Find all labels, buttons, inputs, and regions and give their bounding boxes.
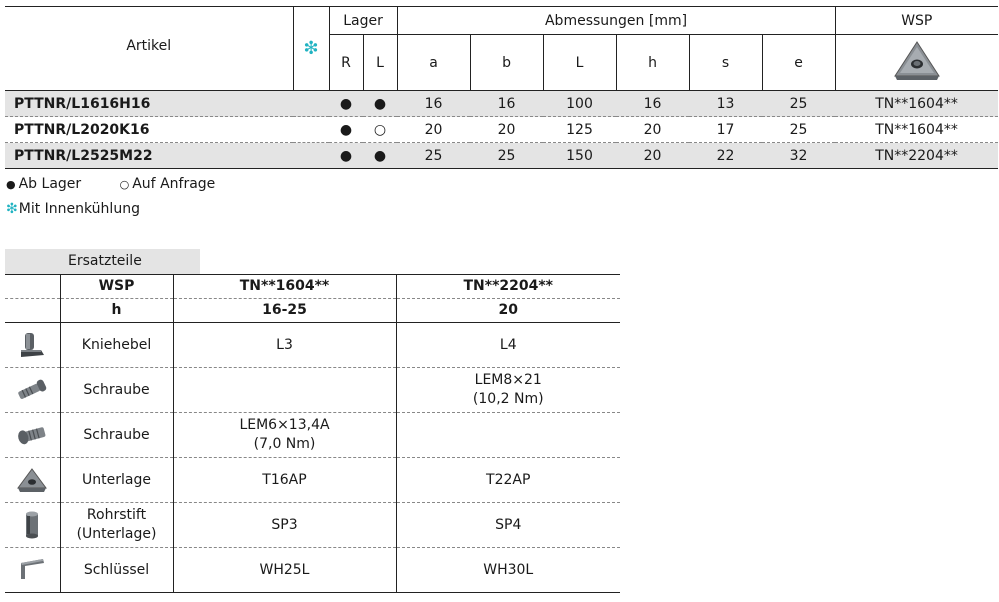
filled-dot-icon: ● — [6, 178, 16, 191]
header-dim-L: L — [543, 35, 616, 91]
wsp-code: TN**1604** — [835, 117, 998, 143]
stock-r: ● — [329, 91, 363, 117]
stock-l: ○ — [363, 117, 397, 143]
part-code: L4 — [499, 336, 517, 353]
header-lager-l: L — [363, 35, 397, 91]
article-code: PTTNR/L1616H16 — [5, 91, 293, 117]
article-code: PTTNR/L2020K16 — [5, 117, 293, 143]
part-icon-cell — [5, 503, 60, 548]
header-cooling — [293, 7, 329, 91]
cooling-cell — [293, 143, 329, 169]
header-wsp: WSP — [835, 7, 998, 35]
spare-parts-table — [5, 274, 620, 593]
part-icon-cell — [5, 458, 60, 503]
part-value-2204 — [396, 368, 620, 413]
table-row — [5, 143, 998, 169]
table-row — [5, 117, 998, 143]
legend-cooling-label: Mit Innenkühlung — [18, 201, 140, 217]
header-lager: Lager — [329, 7, 397, 35]
dim-s: 17 — [689, 117, 762, 143]
header-lager-r: R — [329, 35, 363, 91]
part-code: SP4 — [495, 516, 522, 533]
dim-s: 22 — [689, 143, 762, 169]
legend-auf-anfrage-label: Auf Anfrage — [132, 176, 216, 192]
part-value-2204 — [396, 413, 620, 458]
screw-icon — [14, 420, 50, 450]
spare-parts-title: Ersatzteile — [5, 249, 200, 274]
part-icon-cell — [5, 413, 60, 458]
part-value-1604 — [173, 413, 396, 458]
legend-ab-lager-label: Ab Lager — [18, 176, 82, 192]
part-name: Schraube — [60, 413, 173, 458]
part-value-1604 — [173, 368, 396, 413]
screw-icon — [14, 375, 50, 405]
table-row — [5, 413, 620, 458]
dim-s: 13 — [689, 91, 762, 117]
dim-e: 25 — [762, 91, 835, 117]
header-dim-e: e — [762, 35, 835, 91]
dim-a: 25 — [397, 143, 470, 169]
header-h: h — [60, 299, 173, 323]
header-dim-s: s — [689, 35, 762, 91]
part-value-1604 — [173, 323, 396, 368]
wsp-code: TN**2204** — [835, 143, 998, 169]
part-name: Schlüssel — [60, 548, 173, 593]
table-row — [5, 91, 998, 117]
header-wsp-1604: TN**1604** — [173, 275, 396, 299]
table-row — [5, 458, 620, 503]
legend-auf-anfrage — [120, 176, 216, 192]
table-row — [5, 323, 620, 368]
header-wsp-2204: TN**2204** — [396, 275, 620, 299]
dim-L: 125 — [543, 117, 616, 143]
roll-pin-icon — [19, 510, 45, 540]
part-name: Kniehebel — [60, 323, 173, 368]
legend-stock — [6, 176, 249, 192]
part-value-2204 — [396, 548, 620, 593]
part-torque: (7,0 Nm) — [253, 436, 316, 452]
header-dim-b: b — [470, 35, 543, 91]
part-code: L3 — [276, 336, 293, 353]
dim-e: 25 — [762, 117, 835, 143]
part-icon-cell — [5, 368, 60, 413]
knee-lever-icon — [17, 330, 47, 360]
header-wsp: WSP — [60, 275, 173, 299]
part-value-1604 — [173, 548, 396, 593]
part-icon-cell — [5, 323, 60, 368]
part-code: T22AP — [486, 471, 531, 488]
stock-r: ● — [329, 117, 363, 143]
header-wsp-image — [835, 35, 998, 91]
stock-l: ● — [363, 91, 397, 117]
part-name-line1: Rohrstift — [86, 507, 147, 523]
part-code: LEM8×21 — [474, 372, 542, 388]
part-code: SP3 — [271, 516, 298, 533]
cooling-cell — [293, 91, 329, 117]
table-row — [5, 548, 620, 593]
stock-l: ● — [363, 143, 397, 169]
triangular-insert-icon — [892, 40, 942, 82]
part-name: Unterlage — [60, 458, 173, 503]
part-code: WH25L — [259, 561, 310, 578]
legend-cooling — [6, 201, 140, 217]
part-value-1604 — [173, 503, 396, 548]
hollow-dot-icon: ○ — [119, 178, 130, 191]
part-torque: (10,2 Nm) — [472, 391, 544, 407]
header-h-1604: 16-25 — [173, 299, 396, 323]
icon-header-cell — [5, 275, 60, 299]
dim-L: 150 — [543, 143, 616, 169]
part-value-2204 — [396, 458, 620, 503]
dim-a: 20 — [397, 117, 470, 143]
part-name-line2: (Unterlage) — [76, 526, 157, 542]
stock-r: ● — [329, 143, 363, 169]
part-name: Schraube — [60, 368, 173, 413]
part-code: WH30L — [483, 561, 534, 578]
dim-a: 16 — [397, 91, 470, 117]
cooling-icon: ❇ — [303, 38, 319, 59]
table-row — [5, 368, 620, 413]
part-code: T16AP — [262, 471, 307, 488]
part-value-1604 — [173, 458, 396, 503]
product-table — [5, 6, 998, 169]
part-name — [60, 503, 173, 548]
part-icon-cell — [5, 548, 60, 593]
dim-h: 20 — [616, 117, 689, 143]
icon-header-cell — [5, 299, 60, 323]
header-h-2204: 20 — [396, 299, 620, 323]
shim-icon — [15, 466, 49, 494]
legend-ab-lager — [6, 176, 81, 192]
article-code: PTTNR/L2525M22 — [5, 143, 293, 169]
header-dim-h: h — [616, 35, 689, 91]
dim-h: 16 — [616, 91, 689, 117]
dim-e: 32 — [762, 143, 835, 169]
hex-key-icon — [15, 555, 49, 585]
header-dim-a: a — [397, 35, 470, 91]
cooling-icon: ❇ — [6, 201, 18, 217]
dim-L: 100 — [543, 91, 616, 117]
part-value-2204 — [396, 323, 620, 368]
dim-h: 20 — [616, 143, 689, 169]
dim-b: 20 — [470, 117, 543, 143]
dim-b: 16 — [470, 91, 543, 117]
header-artikel: Artikel — [5, 7, 293, 91]
wsp-code: TN**1604** — [835, 91, 998, 117]
cooling-cell — [293, 117, 329, 143]
header-abmessungen: Abmessungen [mm] — [397, 7, 835, 35]
table-row — [5, 503, 620, 548]
part-value-2204 — [396, 503, 620, 548]
dim-b: 25 — [470, 143, 543, 169]
part-code: LEM6×13,4A — [239, 417, 330, 433]
